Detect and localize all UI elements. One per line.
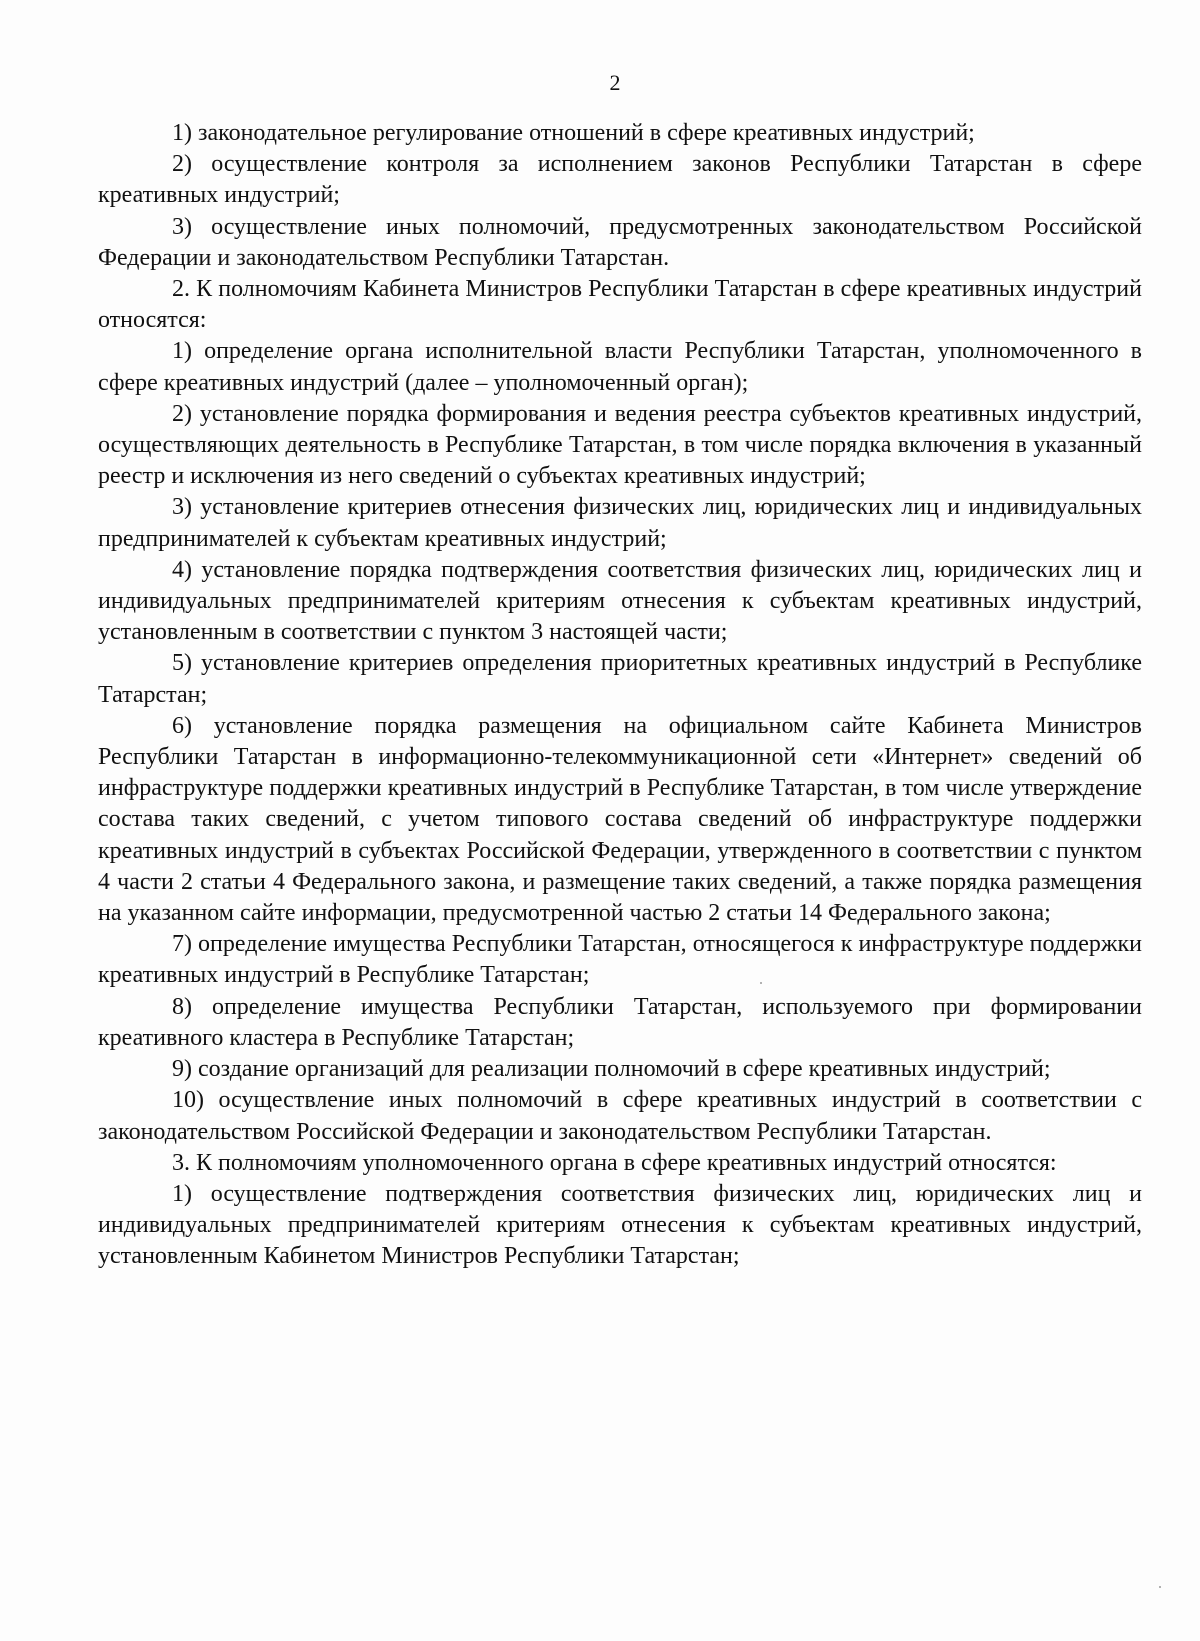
- paragraph: 10) осуществление иных полномочий в сфере креативных индустрий в соответствии с законодательством Российской Федерации и законодательством Республики Татарстан.: [98, 1087, 1142, 1145]
- paragraph: 9) создание организаций для реализации полномочий в сфере креативных индустрий;: [172, 1056, 1051, 1083]
- paragraph: 2. К полномочиям Кабинета Министров Республики Татарстан в сфере креативных индустрий относятся:: [98, 276, 1142, 334]
- paragraph: 1) осуществление подтверждения соответствия физических лиц, юридических лиц и индивидуальных предпринимателей критериям отнесения к субъектам креативных индустрий, установленным Кабинетом Министров Республики Татарстан;: [98, 1180, 1142, 1270]
- paragraph: 2) установление порядка формирования и ведения реестра субъектов креативных индустрий, осуществляющих деятельность в Республике Татарстан, в том числе порядка включения в указанный реестр и исключения из него сведений о субъектах креативных индустрий;: [98, 400, 1142, 490]
- paragraph: 2) осуществление контроля за исполнением законов Республики Татарстан в сфере креативных индустрий;: [98, 151, 1142, 209]
- document-body: [98, 118, 1142, 1273]
- paragraph: 7) определение имущества Республики Татарстан, относящегося к инфраструктуре поддержки креативных индустрий в Республике Татарстан;: [98, 931, 1142, 989]
- paragraph: 5) установление критериев определения приоритетных креативных индустрий в Республике Татарстан;: [98, 650, 1142, 708]
- paragraph: 4) установление порядка подтверждения соответствия физических лиц, юридических лиц и индивидуальных предпринимателей критериям отнесения к субъектам креативных индустрий, установленным в соответствии с пунктом 3 настоящей части;: [98, 556, 1142, 646]
- paragraph: 3. К полномочиям уполномоченного органа в сфере креативных индустрий относятся:: [172, 1149, 1057, 1176]
- paragraph: 1) определение органа исполнительной власти Республики Татарстан, уполномоченного в сфере креативных индустрий (далее – уполномоченный орган);: [98, 338, 1142, 396]
- scan-speck: [760, 982, 762, 984]
- paragraph: 3) установление критериев отнесения физических лиц, юридических лиц и индивидуальных предпринимателей к субъектам креативных индустрий;: [98, 494, 1142, 552]
- paragraph: 8) определение имущества Республики Татарстан, используемого при формировании креативного кластера в Республике Татарстан;: [98, 993, 1142, 1051]
- paragraph: 1) законодательное регулирование отношений в сфере креативных индустрий;: [172, 120, 975, 146]
- paragraph: 6) установление порядка размещения на официальном сайте Кабинета Министров Республики Татарстан в информационно-телекоммуникационной сети «Интернет» сведений об инфраструктуре поддержки креативных индустрий в Республике Татарстан, в том числе утверждение состава таких сведений, с учетом типового состава сведений об инфраструктуре поддержки креативных индустрий в субъектах Российской Федерации, утвержденного в соответствии с пунктом 4 части 2 статьи 4 Федерального закона, и размещение таких сведений, а также порядка размещения на указанном сайте информации, предусмотренной частью 2 статьи 14 Федерального закона;: [98, 712, 1142, 927]
- scan-speck: [1159, 1586, 1161, 1588]
- paragraph: 3) осуществление иных полномочий, предусмотренных законодательством Российской Федерации и законодательством Республики Татарстан.: [98, 213, 1142, 271]
- page-number: 2: [609, 70, 621, 95]
